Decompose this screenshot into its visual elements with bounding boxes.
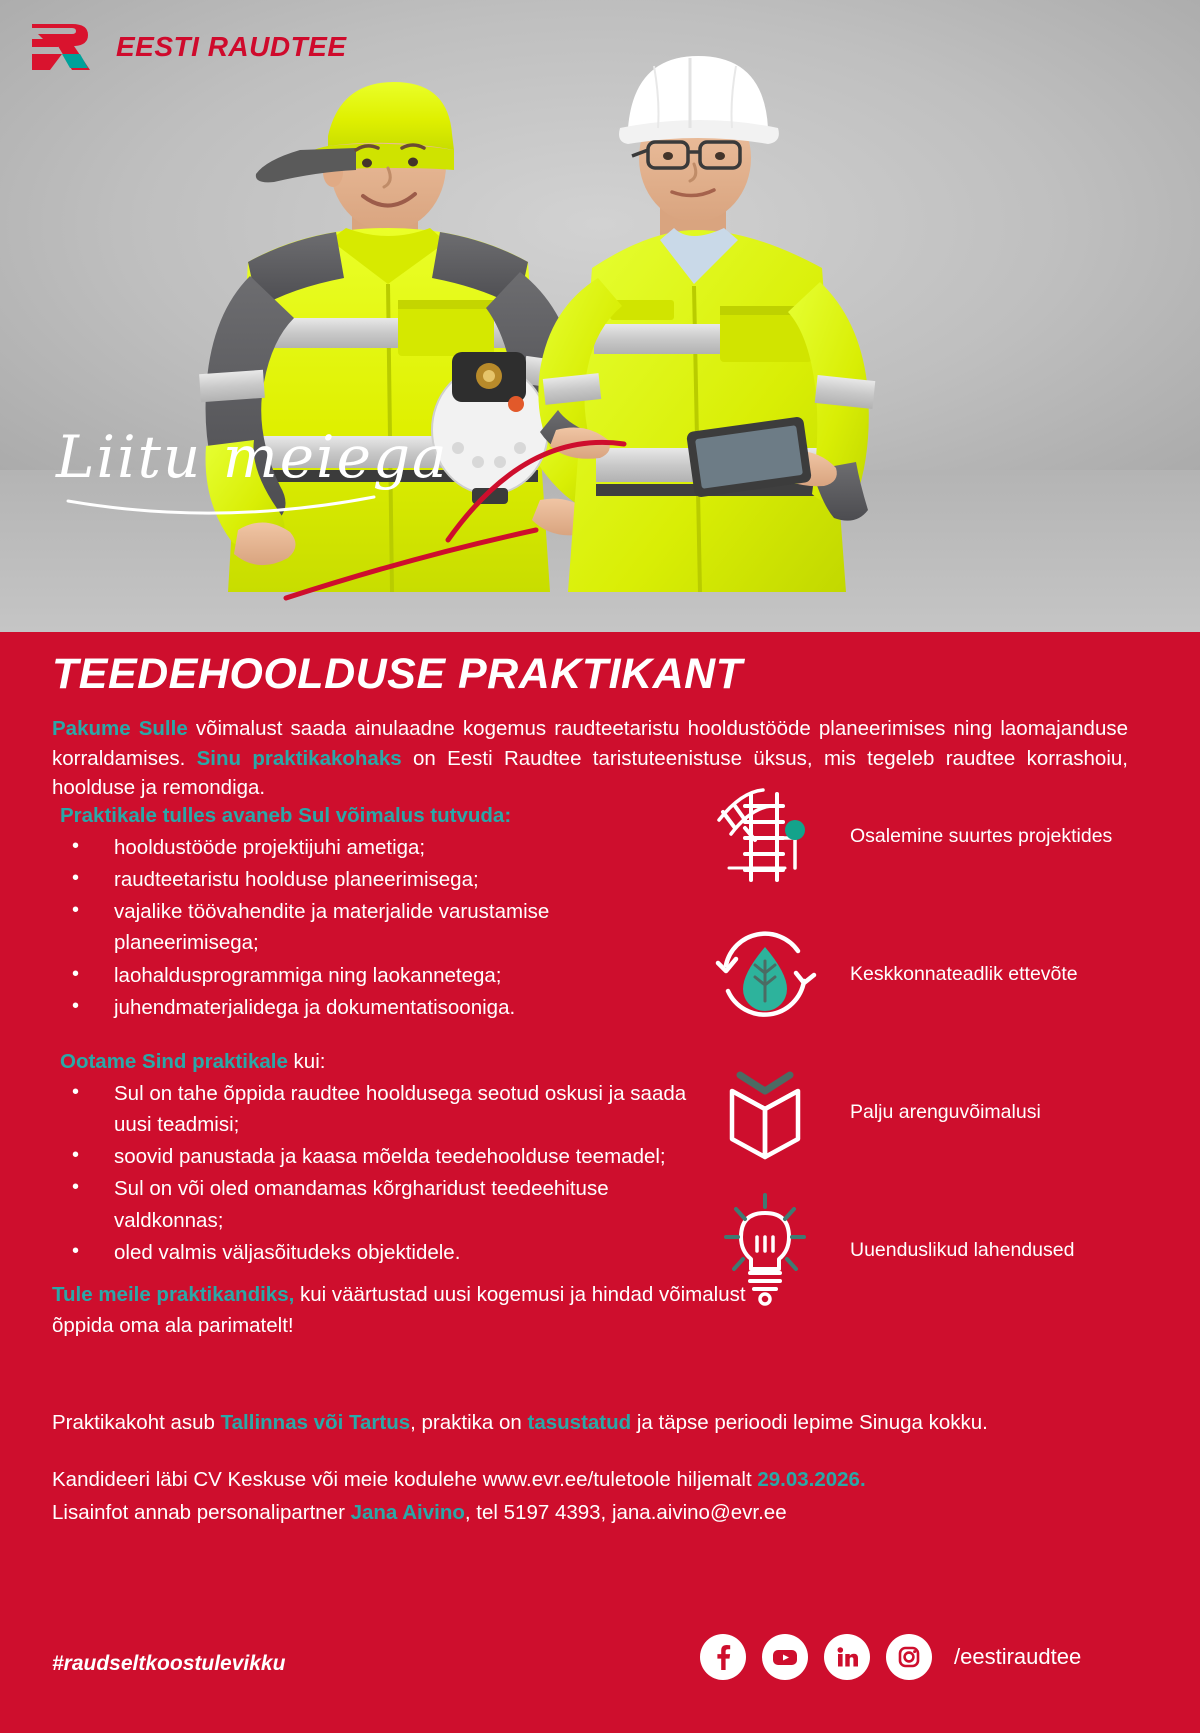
- closing-block: [52, 1280, 752, 1355]
- info-pre: Lisainfot annab personalipartner: [52, 1501, 351, 1525]
- expect-heading-rest: kui:: [287, 1049, 326, 1073]
- list-item: • hooldustööde projektijuhi ametiga;: [52, 832, 697, 863]
- facebook-icon[interactable]: [700, 1634, 746, 1680]
- social-links: [700, 1634, 1081, 1680]
- info-paragraph: [52, 1497, 1062, 1528]
- list-item: • oled valmis väljasõitudeks objektidele.: [52, 1237, 697, 1268]
- offer-list: [52, 832, 697, 1023]
- hero-script-text: [48, 405, 478, 550]
- social-handle: /eestiraudtee: [954, 1644, 1082, 1669]
- expect-heading: [52, 1050, 697, 1074]
- paid-highlight: tasustatud: [527, 1411, 632, 1434]
- intro-text-2: on Eesti Raudtee taristuteenistuse üksus, mis tegeleb raudtee korrashoiu, hoolduse ja remondiga.: [52, 746, 1128, 800]
- benefit-item-growth: [700, 1043, 1140, 1181]
- hashtag-label: #raudseltkoostulevikku: [52, 1652, 286, 1675]
- benefit-label: Palju arenguvõimalusi: [850, 1100, 1041, 1123]
- benefits-column: [700, 767, 1140, 1319]
- liitu-meiega-label: Liitu meiega: [56, 423, 449, 491]
- recycling-leaf-icon: [700, 909, 830, 1039]
- eesti-raudtee-logo-icon: [28, 20, 102, 74]
- location-pre: Praktikakoht asub: [52, 1411, 221, 1434]
- youtube-icon[interactable]: [762, 1634, 808, 1680]
- linkedin-icon[interactable]: [824, 1634, 870, 1680]
- cta-rest: kui väärtustad uusi kogemusi ja hindad võimalust õppida oma ala parimatelt!: [52, 1283, 746, 1337]
- list-item: • juhendmaterjalidega ja dokumentatisooniga.: [52, 992, 697, 1023]
- brand-name: EESTI RAUDTEE: [116, 31, 347, 62]
- list-item: • Sul on või oled omandamas kõrgharidust teedeehituse valdkonnas;: [52, 1173, 697, 1235]
- contact-person: Jana Aivino: [350, 1501, 465, 1525]
- open-book-icon: [700, 1047, 830, 1177]
- benefit-item-innovation: [700, 1181, 1140, 1319]
- expect-heading-highlight: Ootame Sind praktikale: [60, 1049, 288, 1073]
- intro-highlight-1: Pakume Sulle: [52, 717, 188, 740]
- railway-track-icon: [700, 771, 830, 901]
- benefit-item-environment: [700, 905, 1140, 1043]
- list-item: • raudteetaristu hoolduse planeerimisega;: [52, 864, 697, 895]
- list-item: • vajalike töövahendite ja materjalide varustamise planeerimisega;: [52, 896, 697, 958]
- contact-block: [52, 1407, 1062, 1530]
- hero-section: [0, 0, 1200, 640]
- intro-text-1: võimalust saada ainulaadne kogemus raudteetaristu hooldustööde planeerimises ning laomajanduse korraldamises.: [52, 717, 1128, 770]
- column-spacer: [52, 1024, 697, 1050]
- location-paragraph: [52, 1407, 1062, 1438]
- benefit-item-projects: [700, 767, 1140, 905]
- info-post: , tel 5197 4393, jana.aivino@evr.ee: [464, 1501, 787, 1525]
- intro-highlight-2: Sinu praktikakohaks: [196, 746, 402, 770]
- page-title: TEEDEHOOLDUSE PRAKTIKANT: [52, 650, 743, 698]
- content-section: [0, 632, 1200, 1733]
- benefit-label: Keskkonnateadlik ettevõte: [850, 962, 1078, 985]
- offer-heading: Praktikale tulles avaneb Sul võimalus tutvuda:: [60, 804, 512, 827]
- list-item: • laohaldusprogrammiga ning laokannetega;: [52, 960, 697, 991]
- expect-list: [52, 1078, 697, 1268]
- location-post: ja täpse perioodi lepime Sinuga kokku.: [631, 1411, 988, 1434]
- deadline-date: 29.03.2026.: [757, 1468, 866, 1492]
- location-mid: , praktika on: [410, 1411, 528, 1434]
- apply-paragraph: [52, 1464, 1062, 1495]
- cta-highlight: Tule meile praktikandiks,: [52, 1283, 295, 1306]
- cta-paragraph: [52, 1280, 752, 1342]
- apply-text: Kandideeri läbi CV Keskuse või meie kodulehe www.evr.ee/tuletoole hiljemalt: [52, 1468, 758, 1492]
- location-highlight: Tallinnas või Tartus: [220, 1411, 411, 1434]
- brand-logo: [28, 20, 347, 74]
- benefit-label: Uuenduslikud lahendused: [850, 1238, 1075, 1261]
- instagram-icon[interactable]: [886, 1634, 932, 1680]
- benefit-label: Osalemine suurtes projektides: [850, 824, 1113, 847]
- left-column: [52, 804, 697, 1269]
- list-item: • soovid panustada ja kaasa mõelda teedehoolduse teemadel;: [52, 1141, 697, 1172]
- list-item: • Sul on tahe õppida raudtee hooldusega seotud oskusi ja saada uusi teadmisi;: [52, 1078, 697, 1140]
